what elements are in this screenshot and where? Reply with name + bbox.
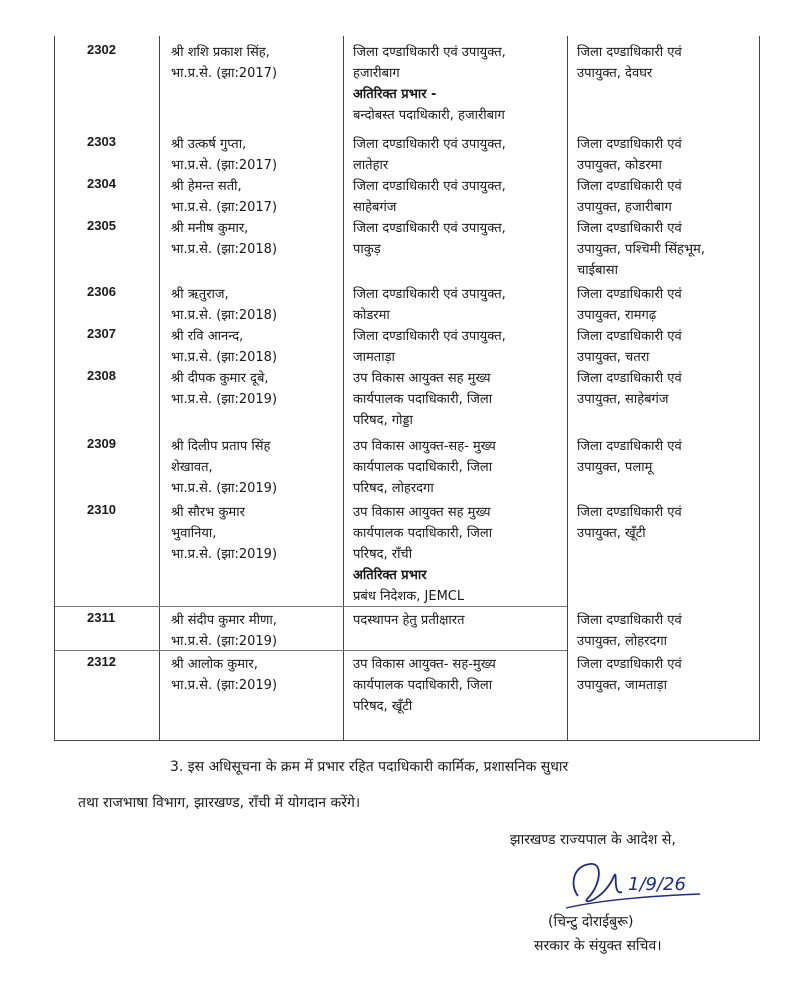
- column-divider: [567, 36, 568, 740]
- current-posting: [353, 502, 563, 607]
- posting-line: जिला दण्डाधिकारी एवं: [577, 287, 682, 302]
- posting-line: जिला दण्डाधिकारी एवं उपायुक्त,: [353, 137, 506, 152]
- name-line: शेखावत,: [171, 460, 213, 475]
- service-line: भा.प्र.से. (झा:2019): [171, 481, 278, 496]
- officer-name: [171, 176, 341, 218]
- officer-name: [171, 134, 341, 176]
- new-posting: [577, 326, 757, 368]
- name-line: भुवानिया,: [171, 526, 217, 541]
- current-posting: [353, 654, 563, 717]
- serial-number: 2308: [87, 368, 116, 383]
- signatory-designation: सरकार के संयुक्त सचिव।: [534, 938, 662, 954]
- new-posting: [577, 42, 757, 84]
- posting-line: उप विकास आयुक्त- सह-मुख्य: [353, 657, 496, 672]
- governor-order-line: झारखण्ड राज्यपाल के आदेश से,: [510, 832, 676, 848]
- posting-line: जिला दण्डाधिकारी एवं उपायुक्त,: [353, 287, 506, 302]
- current-posting: [353, 218, 563, 260]
- signature-scrawl: [560, 856, 710, 916]
- service-line: भा.प्र.से. (झा:2017): [171, 200, 278, 215]
- current-posting: [353, 42, 563, 126]
- posting-line: जिला दण्डाधिकारी एवं उपायुक्त,: [353, 329, 506, 344]
- officer-name: [171, 284, 341, 326]
- additional-charge-heading: अतिरिक्त प्रभार: [353, 568, 427, 583]
- officer-transfer-table: [54, 36, 760, 741]
- serial-number: 2306: [87, 284, 116, 299]
- serial-number: 2303: [87, 134, 116, 149]
- new-posting: [577, 134, 757, 176]
- serial-number: 2312: [87, 654, 116, 669]
- posting-line: कार्यपालक पदाधिकारी, जिला: [353, 678, 493, 693]
- posting-line: परिषद, खूँटी: [353, 699, 413, 714]
- posting-line: जिला दण्डाधिकारी एवं: [577, 137, 682, 152]
- posting-line: उप विकास आयुक्त-सह- मुख्य: [353, 439, 496, 454]
- posting-line: कार्यपालक पदाधिकारी, जिला: [353, 526, 493, 541]
- serial-number: 2310: [87, 502, 116, 517]
- posting-line: जिला दण्डाधिकारी एवं: [577, 45, 682, 60]
- posting-line: उपायुक्त, पश्चिमी सिंहभूम,: [577, 242, 705, 257]
- additional-charge-heading: अतिरिक्त प्रभार -: [353, 87, 437, 102]
- additional-charge-text: बन्दोबस्त पदाधिकारी, हजारीबाग: [353, 108, 505, 123]
- posting-line: परिषद, लोहरदगा: [353, 481, 434, 496]
- posting-line: जिला दण्डाधिकारी एवं: [577, 221, 682, 236]
- name-line: श्री रवि आनन्द,: [171, 329, 244, 344]
- posting-line: पाकुड़: [353, 242, 381, 257]
- serial-number: 2311: [87, 610, 116, 625]
- posting-line: पदस्थापन हेतु प्रतीक्षारत: [353, 613, 465, 628]
- posting-line: जिला दण्डाधिकारी एवं: [577, 657, 682, 672]
- new-posting: [577, 654, 757, 696]
- current-posting: [353, 326, 563, 368]
- posting-line: उपायुक्त, चतरा: [577, 350, 650, 365]
- additional-charge-text: प्रबंध निदेशक, JEMCL: [353, 589, 465, 604]
- service-line: भा.प्र.से. (झा:2017): [171, 158, 278, 173]
- posting-line: जिला दण्डाधिकारी एवं: [577, 505, 682, 520]
- posting-line: जिला दण्डाधिकारी एवं: [577, 179, 682, 194]
- signature-date: 1/9/26: [628, 874, 686, 895]
- serial-number: 2305: [87, 218, 116, 233]
- service-line: भा.प्र.से. (झा:2018): [171, 350, 278, 365]
- name-line: श्री सौरभ कुमार: [171, 505, 245, 520]
- current-posting: [353, 610, 563, 631]
- column-divider: [343, 36, 344, 740]
- officer-name: [171, 502, 341, 565]
- new-posting: [577, 284, 757, 326]
- posting-line: जिला दण्डाधिकारी एवं उपायुक्त,: [353, 221, 506, 236]
- signatory-name: (चिन्टु दोराईबुरू): [548, 914, 634, 930]
- posting-line: उपायुक्त, जामताड़ा: [577, 678, 667, 693]
- name-line: श्री मनीष कुमार,: [171, 221, 249, 236]
- service-line: भा.प्र.से. (झा:2018): [171, 308, 278, 323]
- current-posting: [353, 284, 563, 326]
- posting-line: जिला दण्डाधिकारी एवं: [577, 371, 682, 386]
- posting-line: उपायुक्त, कोडरमा: [577, 158, 662, 173]
- serial-number: 2309: [87, 436, 116, 451]
- posting-line: उपायुक्त, खूँटी: [577, 526, 646, 541]
- posting-line: जामताड़ा: [353, 350, 395, 365]
- new-posting: [577, 218, 757, 281]
- posting-line: उपायुक्त, साहेबगंज: [577, 392, 669, 407]
- name-line: श्री दीपक कुमार दूबे,: [171, 371, 269, 386]
- service-line: भा.प्र.से. (झा:2019): [171, 547, 278, 562]
- posting-line: जिला दण्डाधिकारी एवं: [577, 329, 682, 344]
- service-line: भा.प्र.से. (झा:2019): [171, 392, 278, 407]
- current-posting: [353, 176, 563, 218]
- name-line: श्री संदीप कुमार मीणा,: [171, 613, 277, 628]
- new-posting: [577, 436, 757, 478]
- posting-line: जिला दण्डाधिकारी एवं: [577, 439, 682, 454]
- posting-line: उपायुक्त, पलामू: [577, 460, 653, 475]
- name-line: श्री दिलीप प्रताप सिंह: [171, 439, 271, 454]
- name-line: श्री आलोक कुमार,: [171, 657, 258, 672]
- posting-line: कार्यपालक पदाधिकारी, जिला: [353, 460, 493, 475]
- current-posting: [353, 134, 563, 176]
- notification-paragraph-line: 3. इस अधिसूचना के क्रम में प्रभार रहित पदाधिकारी कार्मिक, प्रशासनिक सुधार: [170, 759, 569, 775]
- name-line: श्री उत्कर्ष गुप्ता,: [171, 137, 247, 152]
- posting-line: लातेहार: [353, 158, 389, 173]
- posting-line: कोडरमा: [353, 308, 390, 323]
- current-posting: [353, 436, 563, 499]
- posting-line: जिला दण्डाधिकारी एवं: [577, 613, 682, 628]
- officer-name: [171, 436, 341, 499]
- posting-line: हजारीबाग: [353, 66, 400, 81]
- name-line: श्री हेमन्त सती,: [171, 179, 242, 194]
- posting-line: चाईबासा: [577, 263, 618, 278]
- notification-paragraph-line: तथा राजभाषा विभाग, झारखण्ड, राँची में योगदान करेंगे।: [78, 795, 361, 811]
- posting-line: परिषद, गोड्डा: [353, 413, 413, 428]
- officer-name: [171, 654, 341, 696]
- service-line: भा.प्र.से. (झा:2018): [171, 242, 278, 257]
- posting-line: उपायुक्त, लोहरदगा: [577, 634, 668, 649]
- new-posting: [577, 368, 757, 410]
- serial-number: 2302: [87, 42, 116, 57]
- current-posting: [353, 368, 563, 431]
- service-line: भा.प्र.से. (झा:2019): [171, 634, 278, 649]
- posting-line: उपायुक्त, हजारीबाग: [577, 200, 672, 215]
- new-posting: [577, 610, 757, 652]
- posting-line: जिला दण्डाधिकारी एवं उपायुक्त,: [353, 45, 506, 60]
- officer-name: [171, 42, 341, 84]
- serial-number: 2304: [87, 176, 116, 191]
- posting-line: उपायुक्त, देवघर: [577, 66, 653, 81]
- service-line: भा.प्र.से. (झा:2019): [171, 678, 278, 693]
- posting-line: उप विकास आयुक्त सह मुख्य: [353, 505, 491, 520]
- posting-line: साहेबगंज: [353, 200, 397, 215]
- posting-line: उपायुक्त, रामगढ़: [577, 308, 657, 323]
- officer-name: [171, 218, 341, 260]
- posting-line: जिला दण्डाधिकारी एवं उपायुक्त,: [353, 179, 506, 194]
- officer-name: [171, 326, 341, 368]
- new-posting: [577, 502, 757, 544]
- posting-line: उप विकास आयुक्त सह मुख्य: [353, 371, 491, 386]
- column-divider: [159, 36, 160, 740]
- name-line: श्री शशि प्रकाश सिंह,: [171, 45, 270, 60]
- serial-number: 2307: [87, 326, 116, 341]
- officer-name: [171, 610, 341, 652]
- posting-line: परिषद, राँची: [353, 547, 413, 562]
- posting-line: कार्यपालक पदाधिकारी, जिला: [353, 392, 493, 407]
- officer-name: [171, 368, 341, 410]
- new-posting: [577, 176, 757, 218]
- service-line: भा.प्र.से. (झा:2017): [171, 66, 278, 81]
- name-line: श्री ऋतुराज,: [171, 287, 229, 302]
